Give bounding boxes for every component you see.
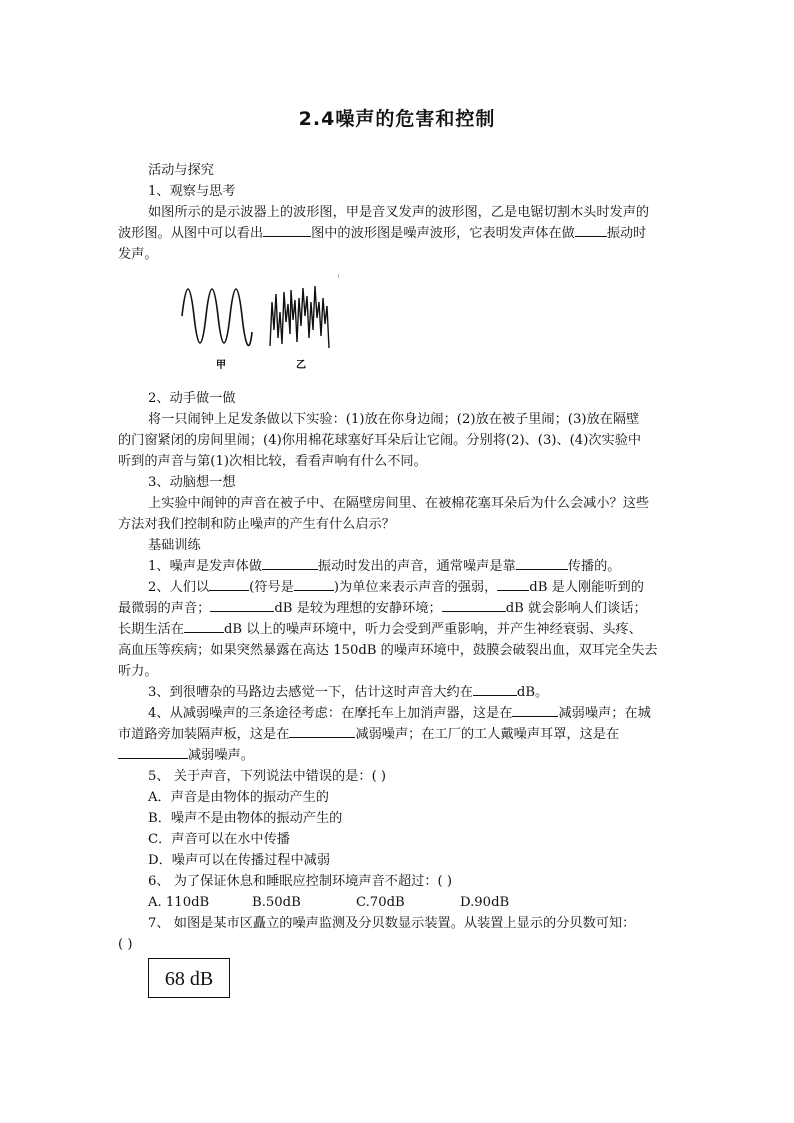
section-3-text-line2: 方法对我们控制和防止噪声的产生有什么启示？ bbox=[118, 517, 395, 532]
waveform-figure bbox=[178, 272, 348, 372]
answer-blank[interactable] bbox=[118, 745, 188, 759]
tuning-fork-sine-wave bbox=[182, 289, 252, 345]
answer-blank[interactable] bbox=[512, 703, 558, 717]
question-4-line3: 减弱噪声。 bbox=[118, 745, 688, 766]
answer-blank[interactable] bbox=[262, 556, 318, 570]
answer-blank[interactable] bbox=[209, 577, 249, 591]
question-5-option-a[interactable]: A．声音是由物体的振动产生的 bbox=[148, 790, 329, 805]
question-6-options bbox=[148, 892, 688, 913]
answer-blank[interactable] bbox=[575, 223, 607, 237]
section-2-text-line3: 听到的声音与第(1)次相比较，看看声响有什么不同。 bbox=[118, 454, 427, 469]
question-3: 3、到很嘈杂的马路边去感觉一下，估计这时声音大约在 dB。 bbox=[148, 682, 688, 703]
label-yi: 乙 bbox=[296, 360, 306, 371]
answer-blank[interactable] bbox=[516, 556, 568, 570]
question-6-option-b[interactable]: B.50dB bbox=[252, 895, 301, 910]
question-2-line4: 高血压等疾病；如果突然暴露在高达 150dB 的噪声环境中，鼓膜会破裂出血，双耳完全失去 bbox=[118, 643, 658, 658]
question-7-answer-paren: ( ) bbox=[118, 937, 133, 952]
question-4-line2: 市道路旁加装隔声板，这是在 减弱噪声；在工厂的工人戴噪声耳罩，这是在 bbox=[118, 724, 688, 745]
question-2-line1: 2、人们以 (符号是 )为单位来表示声音的强弱， dB 是人刚能听到的 bbox=[148, 577, 688, 598]
question-5-option-c[interactable]: C．声音可以在水中传播 bbox=[148, 832, 290, 847]
question-5-option-b[interactable]: B．噪声不是由物体的振动产生的 bbox=[148, 811, 343, 826]
answer-blank[interactable] bbox=[497, 577, 529, 591]
section-1-text-line3: 发声。 bbox=[118, 247, 158, 262]
activity-heading: 活动与探究 bbox=[148, 163, 214, 178]
answer-blank[interactable] bbox=[210, 598, 274, 612]
question-5-option-d[interactable]: D．噪声可以在传播过程中减弱 bbox=[148, 853, 331, 868]
question-2-line3: 长期生活在 dB 以上的噪声环境中，听力会受到严重影响，并产生神经衰弱、头疼、 bbox=[118, 619, 688, 640]
section-1-text-line2: 波形图。从图中可以看出 图中的波形图是噪声波形，它表明发声体在做 振动时 bbox=[118, 223, 688, 244]
section-3-text-line1: 上实验中闹钟的声音在被子中、在隔壁房间里、在被棉花塞耳朵后为什么会减小？这些 bbox=[148, 496, 650, 511]
question-7: 7、 如图是某市区矗立的噪声监测及分贝数显示装置。从装置上显示的分贝数可知： bbox=[148, 916, 636, 931]
question-6: 6、 为了保证休息和睡眠应控制环境声音不超过：( ) bbox=[148, 874, 452, 889]
answer-blank[interactable] bbox=[442, 598, 506, 612]
question-2-line5: 听力。 bbox=[118, 664, 158, 679]
label-jia: 甲 bbox=[216, 360, 226, 371]
question-5: 5、 关于声音，下列说法中错误的是：( ) bbox=[148, 769, 387, 784]
question-1: 1、噪声是发声体做 振动时发出的声音，通常噪声是靠 传播的。 bbox=[148, 556, 688, 577]
page-title: 2.4噪声的危害和控制 bbox=[298, 108, 496, 130]
decibel-reading: 68 dB bbox=[164, 968, 214, 990]
question-4-line1: 4、从减弱噪声的三条途径考虑：在摩托车上加消声器，这是在 减弱噪声；在城 bbox=[148, 703, 688, 724]
answer-blank[interactable] bbox=[294, 577, 334, 591]
section-2-heading: 2、动手做一做 bbox=[148, 391, 236, 406]
section-1-text-line1: 如图所示的是示波器上的波形图，甲是音叉发声的波形图，乙是电锯切割木头时发声的 bbox=[148, 205, 650, 220]
section-1-heading: 1、观察与思考 bbox=[148, 184, 236, 199]
question-6-option-d[interactable]: D.90dB bbox=[460, 895, 510, 910]
question-6-option-c[interactable]: C.70dB bbox=[356, 895, 405, 910]
answer-blank[interactable] bbox=[289, 724, 355, 738]
noise-wave bbox=[270, 286, 329, 348]
answer-blank[interactable] bbox=[184, 619, 224, 633]
question-2-line2: 最微弱的声音； dB 是较为理想的安静环境； dB 就会影响人们谈话； bbox=[118, 598, 688, 619]
noise-display-device bbox=[148, 958, 230, 998]
answer-blank[interactable] bbox=[263, 223, 311, 237]
answer-blank[interactable] bbox=[473, 682, 517, 696]
section-3-heading: 3、动脑想一想 bbox=[148, 475, 236, 490]
basic-training-heading: 基础训练 bbox=[148, 538, 201, 553]
section-2-text-line2: 的门窗紧闭的房间里闹；(4)你用棉花球塞好耳朵后让它闹。分别将(2)、(3)、(4)次实验中 bbox=[118, 433, 642, 448]
question-6-option-a[interactable]: A. 110dB bbox=[148, 895, 210, 910]
section-2-text-line1: 将一只闹钟上足发条做以下实验：(1)放在你身边闹；(2)放在被子里闹；(3)放在隔壁 bbox=[148, 412, 640, 427]
